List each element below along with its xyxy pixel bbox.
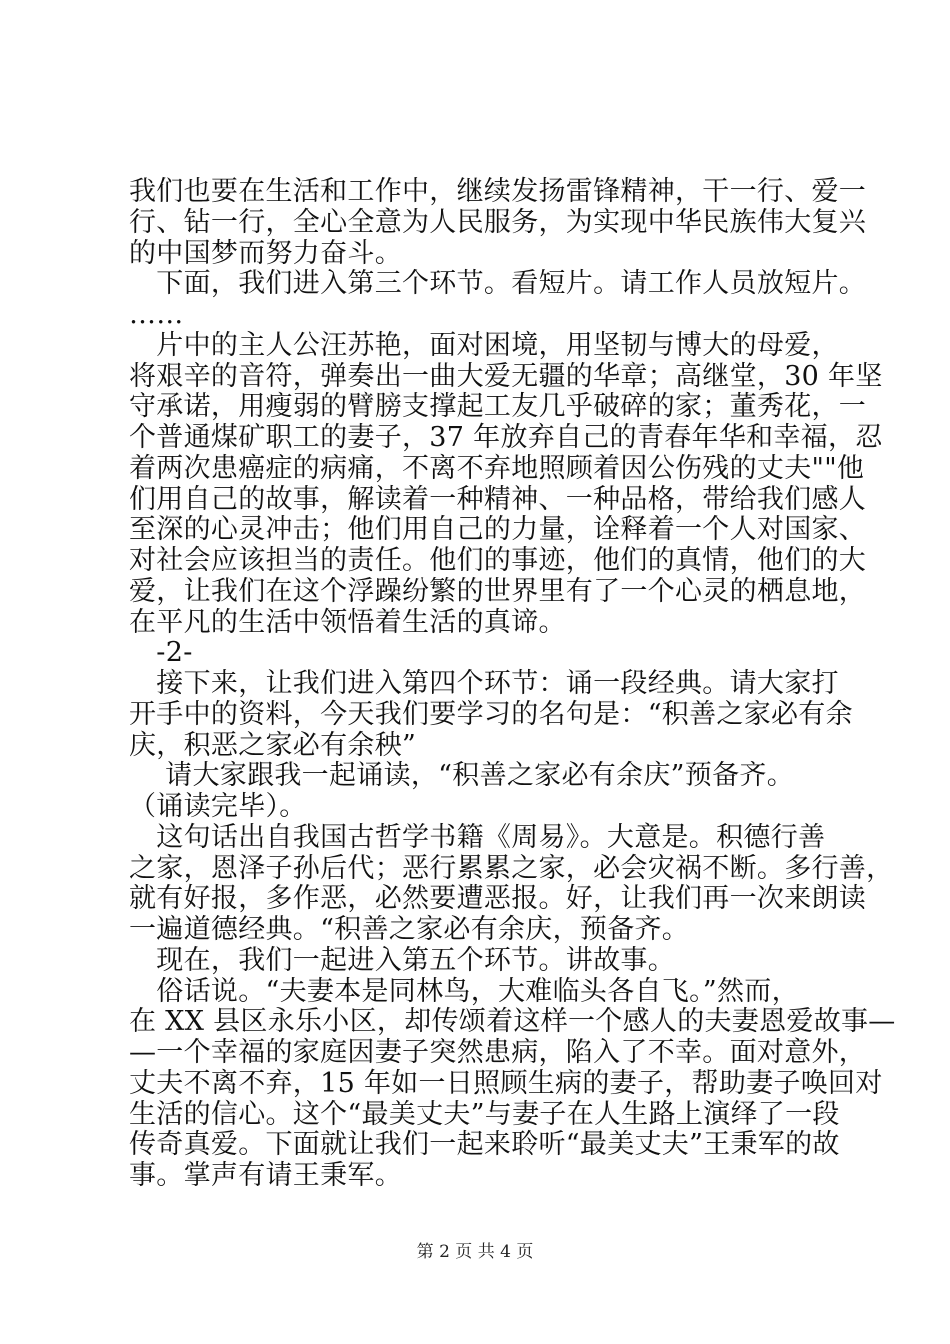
text-line: 开手中的资料，今天我们要学习的名句是：“积善之家必有余 <box>129 699 853 730</box>
text-line: 行、钻一行，全心全意为人民服务，为实现中华民族伟大复兴 <box>129 207 867 238</box>
text-line: （诵读完毕）。 <box>129 791 307 822</box>
text-line: 一遍道德经典。“积善之家必有余庆，预备齐。 <box>129 914 690 945</box>
text-line: 这句话出自我国古哲学书籍《周易》。大意是。积德行善 <box>129 822 826 853</box>
text-line: 事。掌声有请王秉军。 <box>129 1160 402 1191</box>
text-line: 生活的信心。这个“最美丈夫”与妻子在人生路上演绎了一段 <box>129 1099 840 1130</box>
text-line: 丈夫不离不弃，15 年如一日照顾生病的妻子，帮助妻子唤回对 <box>129 1068 883 1099</box>
text-line: 的中国梦而努力奋斗。 <box>129 238 402 269</box>
text-line: 守承诺，用瘦弱的臂膀支撑起工友几乎破碎的家；董秀花，一 <box>129 391 867 422</box>
text-line: 们用自己的故事，解读着一种精神、一种品格，带给我们感人 <box>129 484 867 515</box>
text-line: —一个幸福的家庭因妻子突然患病，陷入了不幸。面对意外， <box>129 1037 867 1068</box>
text-line: 现在，我们一起进入第五个环节。讲故事。 <box>129 945 675 976</box>
text-line: 俗话说。“夫妻本是同林鸟，大难临头各自飞。”然而， <box>129 976 799 1007</box>
text-line: 庆，积恶之家必有余秧” <box>129 730 417 761</box>
text-line: 在 XX 县区永乐小区，却传颂着这样一个感人的夫妻恩爱故事— <box>129 1006 896 1037</box>
text-line: 着两次患癌症的病痛，不离不弃地照顾着因公伤残的丈夫""他 <box>129 453 865 484</box>
text-line: 将艰辛的音符，弹奏出一曲大爱无疆的华章；高继堂，30 年坚 <box>129 361 883 392</box>
text-line: 下面，我们进入第三个环节。看短片。请工作人员放短片。 <box>129 268 867 299</box>
text-line: …… <box>129 299 184 330</box>
page-marker: -2- <box>129 637 193 668</box>
text-line: 之家，恩泽子孙后代；恶行累累之家，必会灾祸不断。多行善， <box>129 853 894 884</box>
text-line: 对社会应该担当的责任。他们的事迹，他们的真情，他们的大 <box>129 545 867 576</box>
text-line: 在平凡的生活中领悟着生活的真谛。 <box>129 607 566 638</box>
text-line: 片中的主人公汪苏艳，面对困境，用坚韧与博大的母爱， <box>129 330 839 361</box>
text-line: 个普通煤矿职工的妻子，37 年放弃自己的青春年华和幸福，忍 <box>129 422 883 453</box>
text-line: 就有好报，多作恶，必然要遭恶报。好，让我们再一次来朗读 <box>129 883 867 914</box>
text-line: 至深的心灵冲击；他们用自己的力量，诠释着一个人对国家、 <box>129 514 867 545</box>
text-line: 我们也要在生活和工作中，继续发扬雷锋精神，干一行、爱一 <box>129 176 867 207</box>
text-line: 传奇真爱。下面就让我们一起来聆听“最美丈夫”王秉军的故 <box>129 1129 840 1160</box>
text-line: 请大家跟我一起诵读，“积善之家必有余庆”预备齐。 <box>129 760 794 791</box>
text-line: 爱，让我们在这个浮躁纷繁的世界里有了一个心灵的栖息地， <box>129 576 867 607</box>
page-footer: 第 2 页 共 4 页 <box>416 1242 534 1262</box>
text-line: 接下来，让我们进入第四个环节：诵一段经典。请大家打 <box>129 668 839 699</box>
